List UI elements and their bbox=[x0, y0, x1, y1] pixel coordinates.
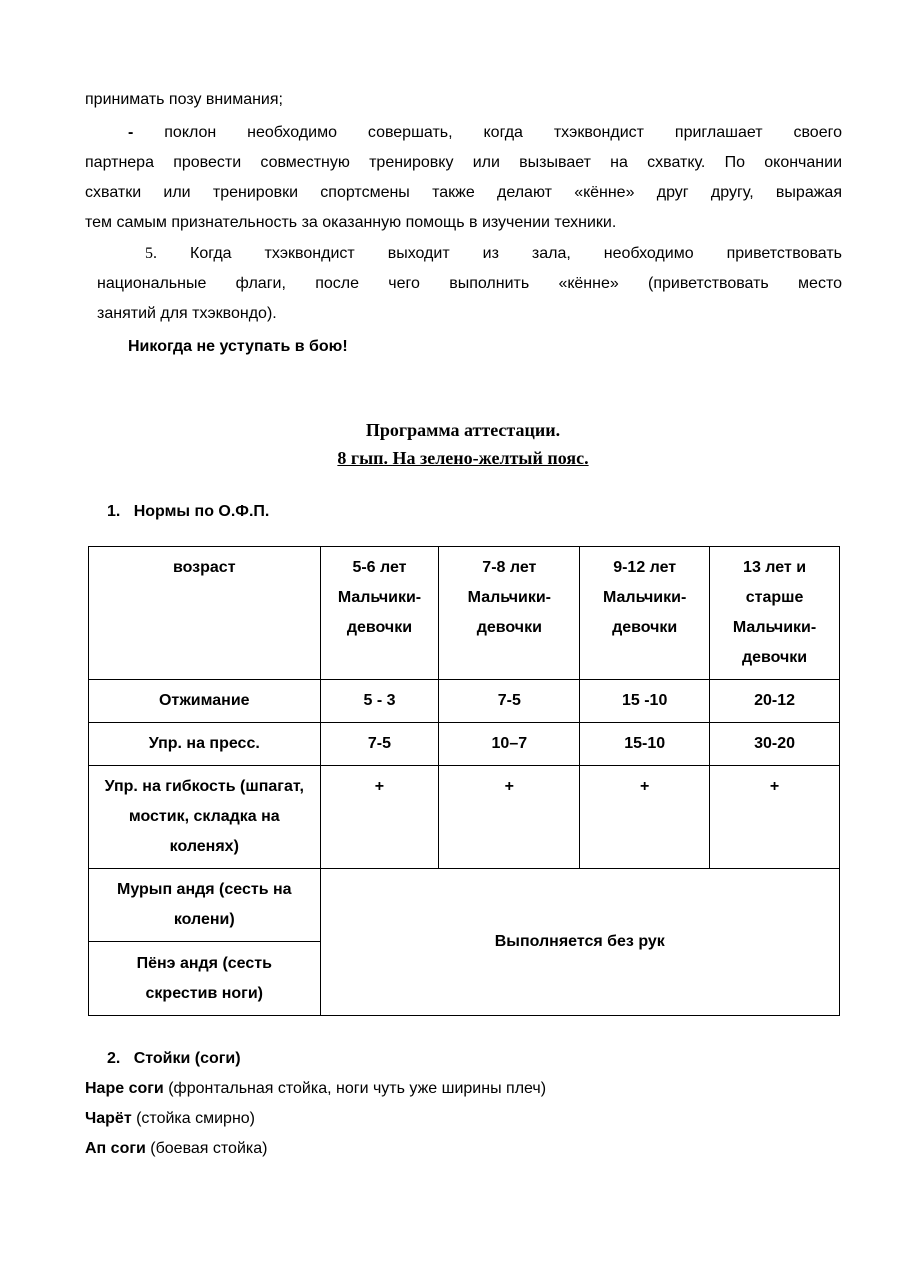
item-number: 5. bbox=[145, 245, 157, 262]
title: Стойки (соги) bbox=[133, 1050, 241, 1067]
number: 2. bbox=[107, 1050, 121, 1067]
program-subtitle: 8 гып. На зелено-желтый пояс. bbox=[337, 448, 589, 468]
cell: Мурып андя (сесть на колени) bbox=[89, 869, 321, 942]
cell: + bbox=[580, 766, 710, 869]
text: поклон необходимо совершать, когда тхэквондист приглашает своего bbox=[164, 124, 842, 141]
cell: 5 - 3 bbox=[320, 680, 439, 723]
header-cell: 13 лет и старше Мальчики-девочки bbox=[710, 547, 840, 680]
bow-line: тем самым признательность за оказанную помощь в изучении техники. bbox=[85, 214, 617, 231]
dash: - bbox=[128, 124, 134, 141]
stance-name: Чарёт bbox=[85, 1110, 132, 1127]
stance-desc: (боевая стойка) bbox=[145, 1140, 268, 1157]
cell: Отжимание bbox=[89, 680, 321, 723]
cell: + bbox=[439, 766, 580, 869]
merged-cell: Выполняется без рук bbox=[320, 869, 839, 1016]
header-cell: возраст bbox=[89, 547, 321, 680]
title: Нормы по О.Ф.П. bbox=[133, 503, 270, 520]
section-heading bbox=[107, 497, 864, 527]
cell: 15-10 bbox=[580, 723, 710, 766]
item5-line: национальные флаги, после чего выполнить «кённе» (приветствовать место bbox=[97, 275, 842, 292]
table-row bbox=[89, 869, 840, 942]
header-cell: 7-8 лет Мальчики-девочки bbox=[439, 547, 580, 680]
cell: 20-12 bbox=[710, 680, 840, 723]
motto: Никогда не уступать в бою! bbox=[128, 338, 348, 355]
cell: 7-5 bbox=[439, 680, 580, 723]
stance-item bbox=[85, 1104, 842, 1134]
item5-line: занятий для тхэквондо). bbox=[97, 305, 277, 322]
cell: 10–7 bbox=[439, 723, 580, 766]
stance-item bbox=[85, 1134, 842, 1164]
bow-line: схватки или тренировки спортсмены также делают «кённе» друг другу, выражая bbox=[85, 184, 842, 201]
bow-paragraph-first-line bbox=[128, 118, 842, 148]
header-cell: 9-12 лет Мальчики-девочки bbox=[580, 547, 710, 680]
program-title: Программа аттестации. bbox=[365, 420, 561, 440]
cell: Упр. на гибкость (шпагат, мостик, складка на коленях) bbox=[89, 766, 321, 869]
number: 1. bbox=[107, 503, 121, 520]
stance-desc: (фронтальная стойка, ноги чуть уже ширины плеч) bbox=[163, 1080, 547, 1097]
item5-line bbox=[145, 239, 842, 269]
stance-desc: (стойка смирно) bbox=[131, 1110, 256, 1127]
cell: Упр. на пресс. bbox=[89, 723, 321, 766]
section-heading bbox=[107, 1044, 864, 1074]
cell: 7-5 bbox=[320, 723, 439, 766]
cell: + bbox=[710, 766, 840, 869]
text: Когда тхэквондист выходит из зала, необходимо приветствовать bbox=[190, 245, 843, 262]
table-header-row bbox=[89, 547, 840, 680]
stance-item bbox=[85, 1074, 842, 1104]
cell: Пёнэ андя (сесть скрестив ноги) bbox=[89, 942, 321, 1016]
ofp-norms-table bbox=[88, 546, 840, 1016]
cell: 30-20 bbox=[710, 723, 840, 766]
cell: + bbox=[320, 766, 439, 869]
cell: 15 -10 bbox=[580, 680, 710, 723]
stance-name: Ап соги bbox=[85, 1140, 146, 1157]
stance-name: Наре соги bbox=[85, 1080, 164, 1097]
table-row bbox=[89, 766, 840, 869]
header-cell: 5-6 лет Мальчики-девочки bbox=[320, 547, 439, 680]
bow-line: партнера провести совместную тренировку или вызывает на схватку. По окончании bbox=[85, 154, 842, 171]
paragraph: принимать позу внимания; bbox=[85, 91, 283, 108]
table-row bbox=[89, 723, 840, 766]
table-row bbox=[89, 680, 840, 723]
